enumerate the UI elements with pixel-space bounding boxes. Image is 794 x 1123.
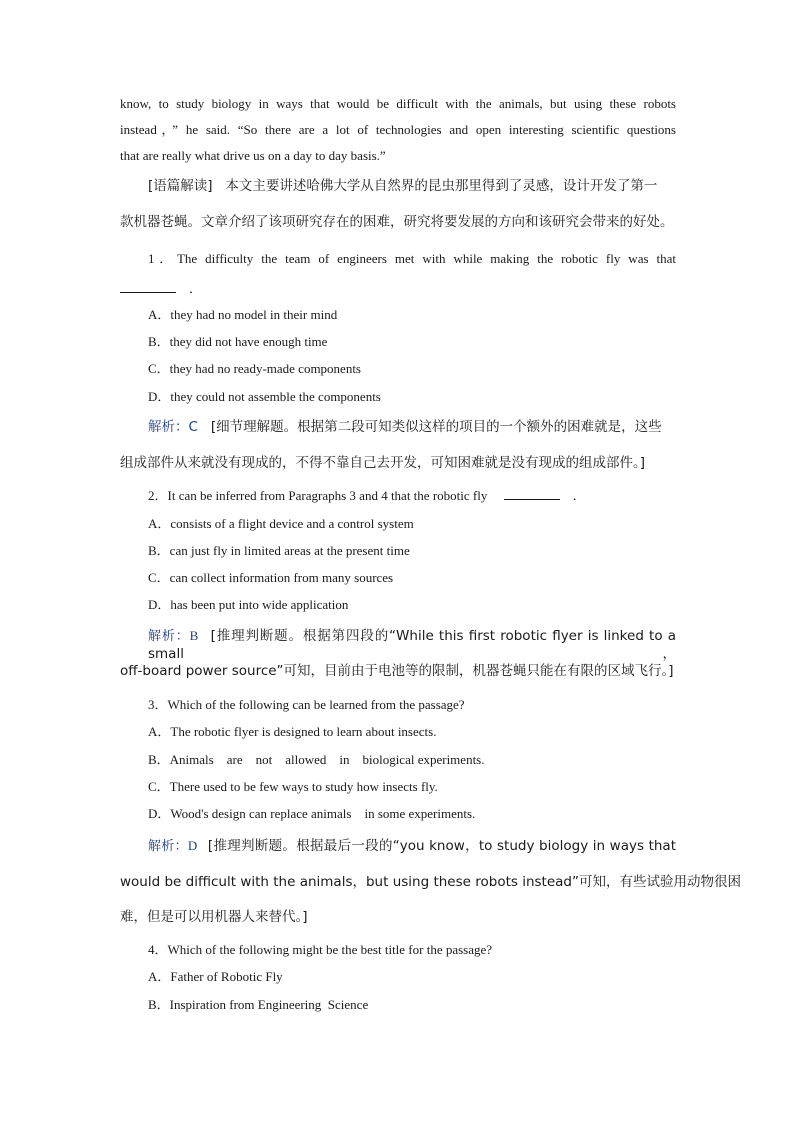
option-c: C．they had no ready-made components: [148, 361, 361, 376]
analysis-overview-line: [148, 177, 676, 195]
answer-analysis-line: would be difficult with the animals，but using these robots instead”可知，有些试验用动物很困: [120, 874, 741, 890]
answer-analysis-line: 难，但是可以用机器人来替代。]: [120, 909, 308, 925]
stem-end: ．: [572, 488, 586, 503]
passage-line: instead，” he said. “So there are a lot of technologies and open interesting scientific questions: [120, 122, 676, 137]
answer-label: 解析：B: [148, 628, 199, 643]
option-b: B．can just fly in limited areas at the present time: [148, 543, 410, 558]
passage-line: that are really what drive us on a day to day basis.”: [120, 148, 386, 163]
option-d: D．Wood's design can replace animals in some experiments.: [148, 806, 476, 821]
answer-text: [推理判断题。根据第四段的“While this first robotic flyer is linked to a small，: [148, 628, 677, 662]
stem-end: ．: [189, 281, 203, 296]
analysis-overview-line: 款机器苍蝇。文章介绍了该项研究存在的困难，研究将要发展的方向和该研究会带来的好处。: [120, 214, 674, 230]
passage-line: know, to study biology in ways that would be difficult with the animals, but using these robots: [120, 96, 676, 111]
answer-label: 解析：D: [148, 838, 198, 853]
answer-analysis-line: 组成部件从来就没有现成的，不得不靠自己去开发，可知困难就是没有现成的组成部件。]: [120, 455, 646, 471]
question-stem-blank: [120, 280, 676, 298]
question-stem: [148, 487, 676, 505]
analysis-overview-label: [语篇解读]: [148, 178, 213, 194]
option-b: B．they did not have enough time: [148, 334, 328, 349]
analysis-overview-text: 本文主要讲述哈佛大学从自然界的昆虫那里得到了灵感，设计开发了第一: [225, 178, 658, 194]
question-stem-text: 2．It can be inferred from Paragraphs 3 and 4 that the robotic fly: [148, 488, 488, 503]
answer-analysis-line: [148, 837, 676, 855]
option-a: A．The robotic flyer is designed to learn about insects.: [148, 724, 437, 739]
answer-blank: [504, 487, 560, 500]
question-stem: 4．Which of the following might be the best title for the passage?: [148, 942, 493, 957]
option-c: C．can collect information from many sources: [148, 570, 394, 585]
answer-text: [推理判断题。根据最后一段的“you know，to study biology in ways that: [207, 838, 676, 854]
question-stem: 1．The difficulty the team of engineers met with while making the robotic fly was that: [148, 251, 676, 266]
option-a: A．they had no model in their mind: [148, 307, 338, 322]
option-d: D．they could not assemble the components: [148, 389, 381, 404]
answer-text: [细节理解题。根据第二段可知类似这样的项目的一个额外的困难就是，这些: [210, 419, 662, 435]
answer-blank: [120, 280, 176, 293]
question-stem: 3．Which of the following can be learned from the passage?: [148, 697, 465, 712]
option-c: C．There used to be few ways to study how insects fly.: [148, 779, 438, 794]
option-b: B．Inspiration from Engineering Science: [148, 997, 369, 1012]
answer-analysis-line: [148, 627, 676, 663]
option-a: A．Father of Robotic Fly: [148, 969, 283, 984]
option-a: A．consists of a flight device and a control system: [148, 516, 414, 531]
option-b: B．Animals are not allowed in biological experiments.: [148, 752, 485, 767]
answer-label: 解析：C: [148, 419, 198, 435]
answer-analysis-line: off-board power source”可知，目前由于电池等的限制，机器苍蝇只能在有限的区域飞行。]: [120, 663, 674, 679]
option-d: D．has been put into wide application: [148, 597, 349, 612]
answer-analysis-line: [148, 418, 676, 436]
